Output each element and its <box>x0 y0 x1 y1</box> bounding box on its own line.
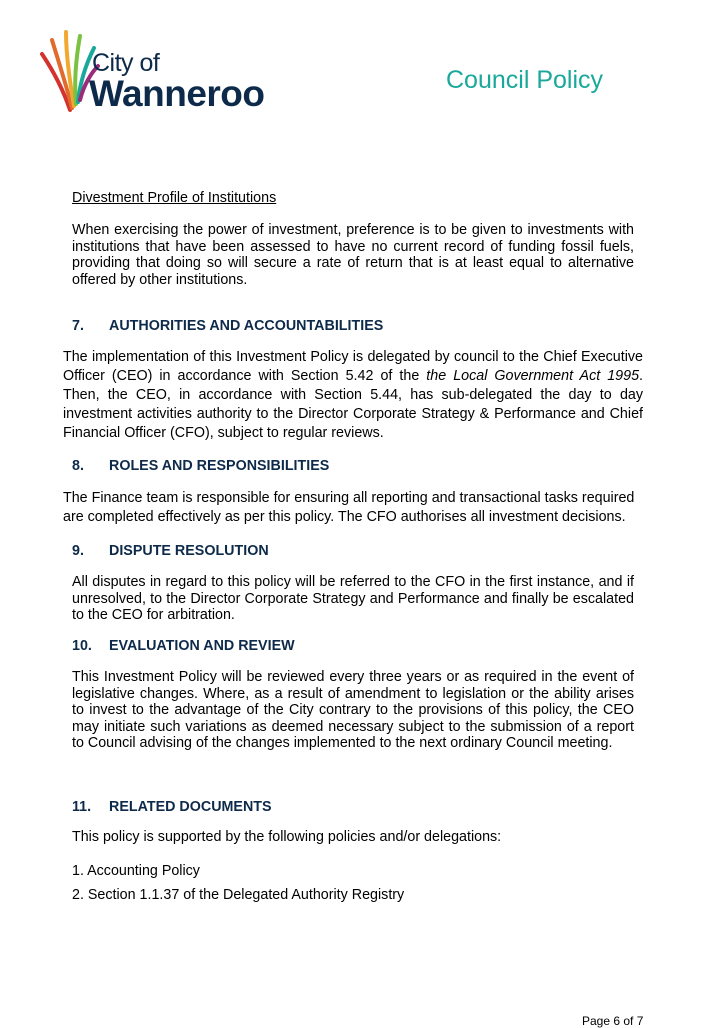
section-number: 8. <box>72 458 84 474</box>
section-8-body: The Finance team is responsible for ensuring all reporting and transactional tasks required are completed effectively as per this policy. The CFO authorises all investment decisions. <box>63 490 635 525</box>
section-9-body: All disputes in regard to this policy will be referred to the CFO in the first instance, and if unresolved, to the Director Corporate Strategy and Performance and finally be escalated to the CEO for arbitration. <box>72 574 634 623</box>
section-number: 11. <box>72 799 92 815</box>
list-item: 2. Section 1.1.37 of the Delegated Authority Registry <box>72 887 405 903</box>
section-number: 7. <box>72 318 84 334</box>
section-11-heading <box>72 798 272 816</box>
section-9-heading <box>72 542 269 560</box>
section-title: RELATED DOCUMENTS <box>109 799 272 815</box>
divestment-heading: Divestment Profile of Institutions <box>72 190 277 206</box>
section-title: AUTHORITIES AND ACCOUNTABILITIES <box>109 318 384 334</box>
section-title: ROLES AND RESPONSIBILITIES <box>109 458 330 474</box>
divestment-body: When exercising the power of investment, preference is to be given to investments with institutions that have been assessed to have no current record of funding fossil fuels, providing that doing so will secure a rate of return that is at least equal to alternative offered by other institutions. <box>72 222 634 288</box>
section-10-heading <box>72 637 295 655</box>
section-title: DISPUTE RESOLUTION <box>109 543 269 559</box>
section-7-act-name: the Local Government Act 1995 <box>426 368 640 384</box>
section-7-body <box>63 348 643 443</box>
section-10-body: This Investment Policy will be reviewed every three years or as required in the event of legislative changes. Where, as a result of amendment to legislation or the ability arises to invest to the advantage of the City contrary to the provisions of this policy, the CEO may initiate such variations as deemed necessary subject to the submission of a report to Council advising of the changes implemented to the next ordinary Council meeting. <box>72 669 634 751</box>
page-number: Page 6 of 7 <box>582 1014 644 1028</box>
section-7-body-part-a: The implementation of this Investment Policy is delegated by council to the Chief Executive Officer (CEO) in accordance with Section 5.42 of the <box>63 349 643 384</box>
section-7-heading <box>72 317 383 335</box>
section-number: 10. <box>72 638 92 654</box>
section-11-intro: This policy is supported by the following policies and/or delegations: <box>72 829 502 845</box>
section-title: EVALUATION AND REVIEW <box>109 638 295 654</box>
logo-text-city: City of <box>92 49 160 77</box>
list-item: 1. Accounting Policy <box>72 863 200 879</box>
logo-text-wanneroo: Wanneroo <box>89 73 265 114</box>
section-number: 9. <box>72 543 84 559</box>
page-title: Council Policy <box>446 66 604 94</box>
section-8-heading <box>72 457 329 475</box>
section-7-body-part-b: . Then, the CEO, in accordance with Section 5.44, has sub-delegated the day to day investment activities authority to the Director Corporate Strategy & Performance and Chief Financial Officer (CFO), subject to regular reviews. <box>63 368 644 441</box>
